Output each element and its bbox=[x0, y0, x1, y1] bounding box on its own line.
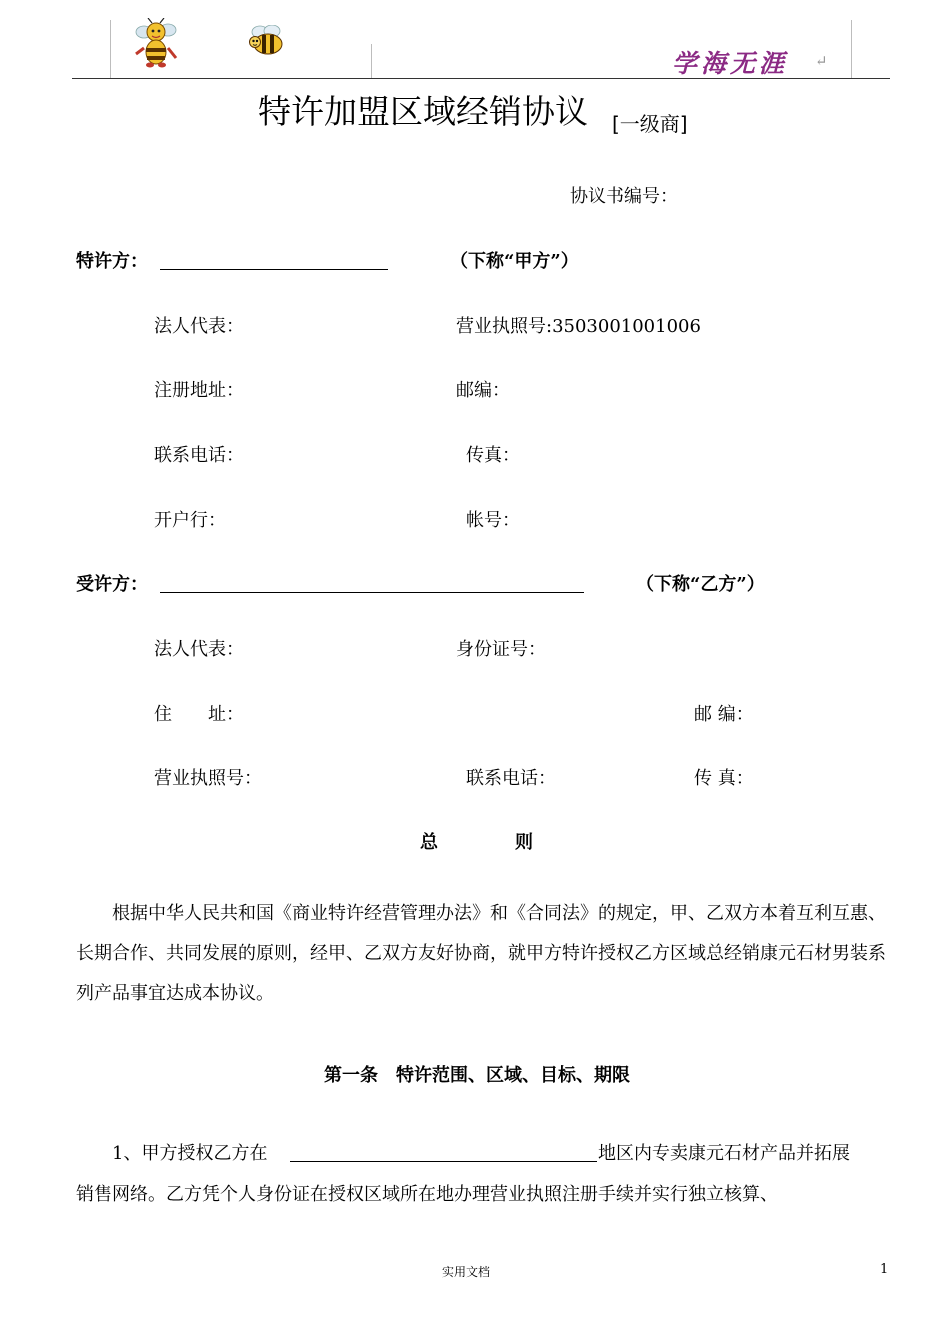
party-a-license-no: 营业执照号:3503001001006 bbox=[456, 316, 701, 337]
return-mark-icon: ↵ bbox=[815, 52, 828, 70]
header-divider-left bbox=[110, 20, 111, 78]
article-1-clause-1-line-2: 销售网络。乙方凭个人身份证在授权区域所在地办理营业执照注册手续并实行独立核算、 bbox=[76, 1184, 778, 1205]
article-1-clause-1-start: 1、甲方授权乙方在 bbox=[112, 1143, 268, 1164]
page-number: 1 bbox=[880, 1262, 889, 1277]
article-1-heading: 第一条 特许范围、区域、目标、期限 bbox=[324, 1065, 630, 1086]
party-b-label: 受许方： bbox=[76, 574, 148, 595]
region-blank bbox=[290, 1161, 597, 1162]
party-a-name-blank bbox=[160, 269, 388, 270]
document-title-suffix: [一级商] bbox=[612, 112, 688, 136]
header-rule bbox=[72, 78, 890, 79]
party-b-address: 住 址： bbox=[154, 704, 244, 725]
header-divider-right bbox=[851, 20, 852, 78]
party-a-alias: （下称“甲方”） bbox=[450, 251, 579, 272]
party-a-phone: 联系电话： bbox=[154, 445, 244, 466]
party-b-phone: 联系电话： bbox=[466, 768, 556, 789]
header-brand-logo: 学海无涯 bbox=[672, 49, 789, 78]
party-a-legal-rep: 法人代表： bbox=[154, 316, 244, 337]
party-b-name-blank bbox=[160, 592, 584, 593]
party-a-label: 特许方： bbox=[76, 251, 148, 272]
general-heading: 总 则 bbox=[420, 832, 534, 853]
party-b-id-no: 身份证号： bbox=[456, 639, 546, 660]
footer-text: 实用文档 bbox=[442, 1265, 491, 1279]
bee-icon bbox=[246, 25, 286, 57]
document-title: 特许加盟区域经销协议 bbox=[258, 92, 588, 131]
header-divider-middle bbox=[371, 44, 372, 78]
party-b-license-no: 营业执照号： bbox=[154, 768, 262, 789]
party-a-account: 帐号： bbox=[466, 510, 520, 531]
party-b-fax: 传 真： bbox=[694, 768, 754, 789]
party-a-postcode: 邮编： bbox=[456, 380, 510, 401]
agreement-number-label: 协议书编号： bbox=[570, 186, 678, 207]
party-b-legal-rep: 法人代表： bbox=[154, 639, 244, 660]
bee-mascot-icon bbox=[134, 18, 180, 68]
party-a-bank: 开户行： bbox=[154, 510, 226, 531]
article-1-clause-1-end: 地区内专卖康元石材产品并拓展 bbox=[598, 1143, 850, 1164]
party-a-address: 注册地址： bbox=[154, 380, 244, 401]
party-b-alias: （下称“乙方”） bbox=[636, 574, 765, 595]
party-b-postcode: 邮 编： bbox=[694, 704, 754, 725]
party-a-fax: 传真： bbox=[466, 445, 520, 466]
general-paragraph: 根据中华人民共和国《商业特许经营管理办法》和《合同法》的规定，甲、乙双方本着互利互惠、长期合作、共同发展的原则，经甲、乙双方友好协商，就甲方特许授权乙方区域总经销康元石材男装系列产品事宜达成本协议。 bbox=[76, 903, 886, 1004]
